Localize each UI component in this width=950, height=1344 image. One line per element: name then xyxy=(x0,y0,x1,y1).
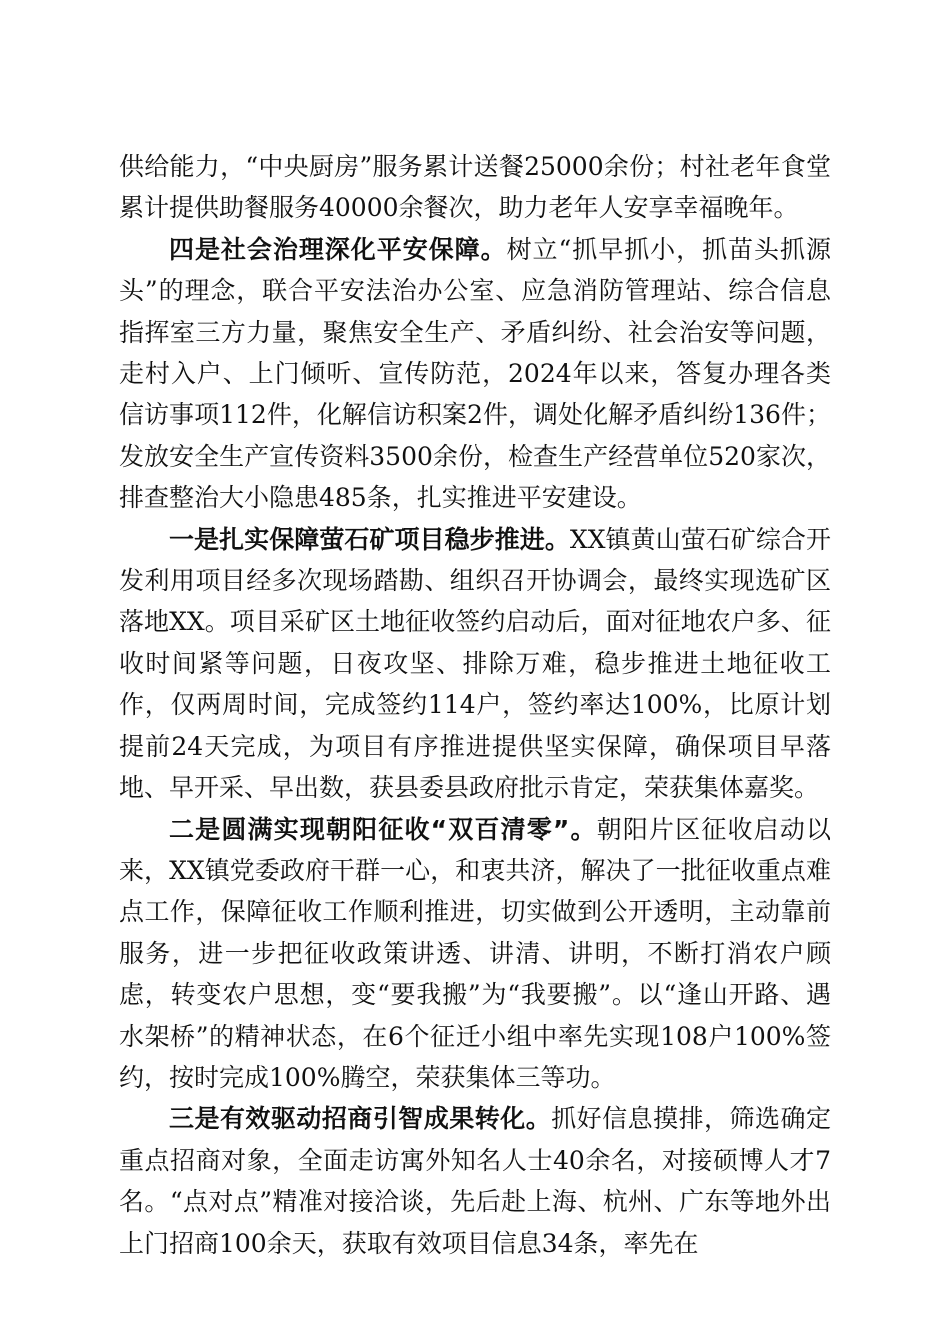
paragraph-social-governance xyxy=(119,229,831,519)
paragraph-elderly-canteen xyxy=(119,146,831,229)
paragraph-lead: 三是有效驱动招商引智成果转化。 xyxy=(169,1104,552,1134)
paragraph-lead: 二是圆满实现朝阳征收“双百清零”。 xyxy=(169,814,597,844)
paragraph-lead: 四是社会治理深化平安保障。 xyxy=(169,234,507,264)
paragraph-fluorite-project xyxy=(119,519,831,809)
paragraph-text: 树立“抓早抓小，抓苗头抓源头”的理念，联合平安法治办公室、应急消防管理站、综合信息指挥室三方力量，聚焦安全生产、矛盾纠纷、社会治安等问题，走村入户、上门倾听、宣传防范，2024年以来，答复办理各类信访事项112件，化解信访积案2件，调处化解矛盾纠纷136件；发放安全生产宣传资料3500余份，检查生产经营单位520家次，排查整治大小隐患485条，扎实推进平安建设。 xyxy=(119,234,831,513)
document-page xyxy=(119,146,831,1264)
paragraph-chaoyang-expropriation xyxy=(119,809,831,1099)
paragraph-investment-attraction xyxy=(119,1098,831,1264)
paragraph-text: 抓好信息摸排，筛选确定重点招商对象，全面走访寓外知名人士40余名，对接硕博人才7名。“点对点”精准对接洽谈，先后赴上海、杭州、广东等地外出上门招商100余天，获取有效项目信息34条，率先在 xyxy=(119,1104,831,1258)
paragraph-text: 供给能力，“中央厨房”服务累计送餐25000余份；村社老年食堂累计提供助餐服务40000余餐次，助力老年人安享幸福晚年。 xyxy=(119,152,831,223)
paragraph-text: 朝阳片区征收启动以来，XX镇党委政府干群一心，和衷共济，解决了一批征收重点难点工作，保障征收工作顺利推进，切实做到公开透明，主动靠前服务，进一步把征收政策讲透、讲清、讲明，不断打消农户顾虑，转变农户思想，变“要我搬”为“我要搬”。以“逢山开路、遇水架桥”的精神状态，在6个征迁小组中率先实现108户100%签约，按时完成100%腾空，荣获集体三等功。 xyxy=(119,814,831,1092)
paragraph-lead: 一是扎实保障萤石矿项目稳步推进。 xyxy=(169,524,570,554)
paragraph-text: XX镇黄山萤石矿综合开发利用项目经多次现场踏勘、组织召开协调会，最终实现选矿区落地XX。项目采矿区土地征收签约启动后，面对征地农户多、征收时间紧等问题，日夜攻坚、排除万难，稳步推进土地征收工作，仅两周时间，完成签约114户，签约率达100%，比原计划提前24天完成，为项目有序推进提供坚实保障，确保项目早落地、早开采、早出数，获县委县政府批示肯定，荣获集体嘉奖。 xyxy=(119,524,831,803)
